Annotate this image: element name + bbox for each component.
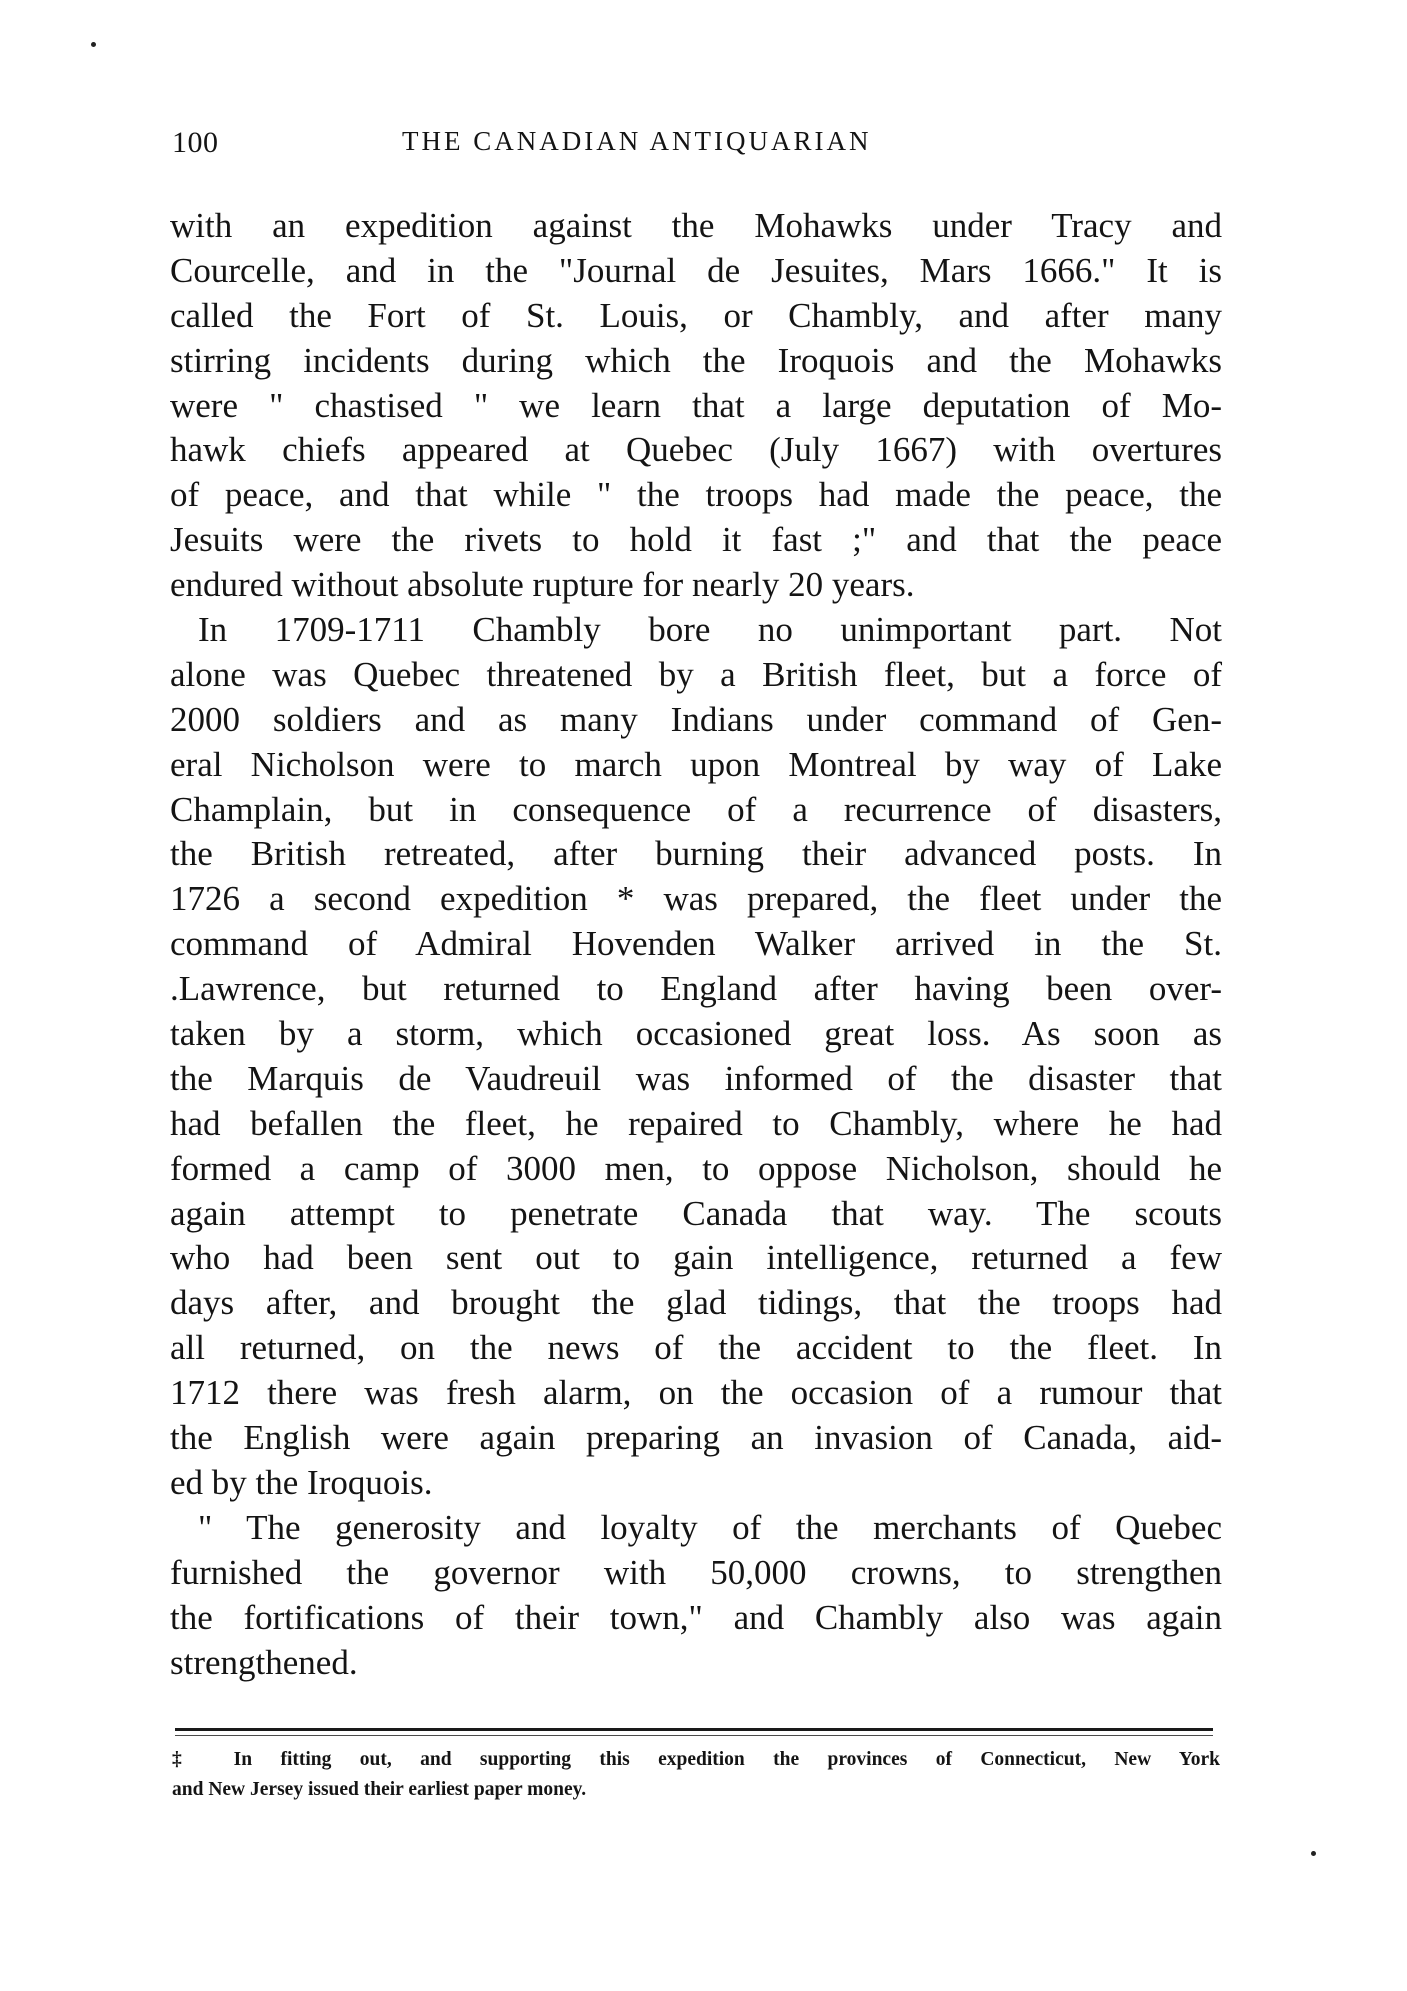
text-line: taken by a storm, which occasioned great loss. As soon as bbox=[170, 1014, 1222, 1054]
text-line: .Lawrence, but returned to England after having been over- bbox=[170, 969, 1222, 1009]
text-line: In 1709-1711 Chambly bore no unimportant part. Not bbox=[198, 610, 1222, 650]
text-line: formed a camp of 3000 men, to oppose Nicholson, should he bbox=[170, 1148, 1222, 1188]
text-line: " The generosity and loyalty of the merchants of Quebec bbox=[198, 1507, 1222, 1547]
text-line: Courcelle, and in the "Journal de Jesuites, Mars 1666." It is bbox=[170, 250, 1222, 290]
text-line: hawk chiefs appeared at Quebec (July 1667) with overtures bbox=[170, 430, 1222, 470]
text-line: alone was Quebec threatened by a British fleet, but a force of bbox=[170, 654, 1222, 694]
text-line: the English were again preparing an invasion of Canada, aid- bbox=[170, 1418, 1222, 1458]
page-speck-bottom bbox=[1311, 1851, 1316, 1856]
text-line: Jesuits were the rivets to hold it fast ;" and that the peace bbox=[170, 520, 1222, 560]
footnote bbox=[172, 1745, 1220, 1805]
text-line: again attempt to penetrate Canada that way. The scouts bbox=[170, 1193, 1222, 1233]
page-header bbox=[172, 126, 1212, 166]
text-line: ed by the Iroquois. bbox=[170, 1462, 433, 1502]
page-number: 100 bbox=[172, 126, 219, 159]
text-line: Champlain, but in consequence of a recurrence of disasters, bbox=[170, 789, 1222, 829]
text-line: command of Admiral Hovenden Walker arrived in the St. bbox=[170, 924, 1222, 964]
text-line: the fortifications of their town," and Chambly also was again bbox=[170, 1597, 1222, 1637]
text-line: strengthened. bbox=[170, 1642, 358, 1682]
text-line: of peace, and that while " the troops had made the peace, the bbox=[170, 475, 1222, 515]
text-line: all returned, on the news of the accident to the fleet. In bbox=[170, 1328, 1222, 1368]
footnote-divider-thin bbox=[175, 1735, 1213, 1736]
running-title: THE CANADIAN ANTIQUARIAN bbox=[402, 126, 872, 156]
footnote-divider bbox=[175, 1728, 1213, 1731]
text-line: 1712 there was fresh alarm, on the occasion of a rumour that bbox=[170, 1373, 1222, 1413]
text-line: eral Nicholson were to march upon Montreal by way of Lake bbox=[170, 744, 1222, 784]
body-text bbox=[170, 204, 1222, 1685]
text-line: were " chastised " we learn that a large deputation of Mo- bbox=[170, 385, 1222, 425]
text-line: with an expedition against the Mohawks under Tracy and bbox=[170, 206, 1222, 245]
text-line: furnished the governor with 50,000 crowns, to strengthen bbox=[170, 1552, 1222, 1592]
text-line: endured without absolute rupture for nearly 20 years. bbox=[170, 565, 915, 605]
text-line: had befallen the fleet, he repaired to Chambly, where he had bbox=[170, 1103, 1222, 1143]
text-line: 2000 soldiers and as many Indians under command of Gen- bbox=[170, 699, 1222, 739]
text-line: who had been sent out to gain intelligence, returned a few bbox=[170, 1238, 1222, 1278]
text-line: the Marquis de Vaudreuil was informed of the disaster that bbox=[170, 1058, 1222, 1098]
text-line: called the Fort of St. Louis, or Chambly, and after many bbox=[170, 295, 1222, 335]
text-line: days after, and brought the glad tidings, that the troops had bbox=[170, 1283, 1222, 1323]
text-line: the British retreated, after burning their advanced posts. In bbox=[170, 834, 1222, 874]
page-speck-top bbox=[91, 42, 96, 47]
text-line: stirring incidents during which the Iroquois and the Mohawks bbox=[170, 340, 1222, 380]
footnote-line: ‡ In fitting out, and supporting this expedition the provinces of Connecticut, New York bbox=[172, 1749, 1220, 1770]
text-line: 1726 a second expedition * was prepared, the fleet under the bbox=[170, 879, 1222, 919]
footnote-line: and New Jersey issued their earliest paper money. bbox=[172, 1779, 587, 1800]
